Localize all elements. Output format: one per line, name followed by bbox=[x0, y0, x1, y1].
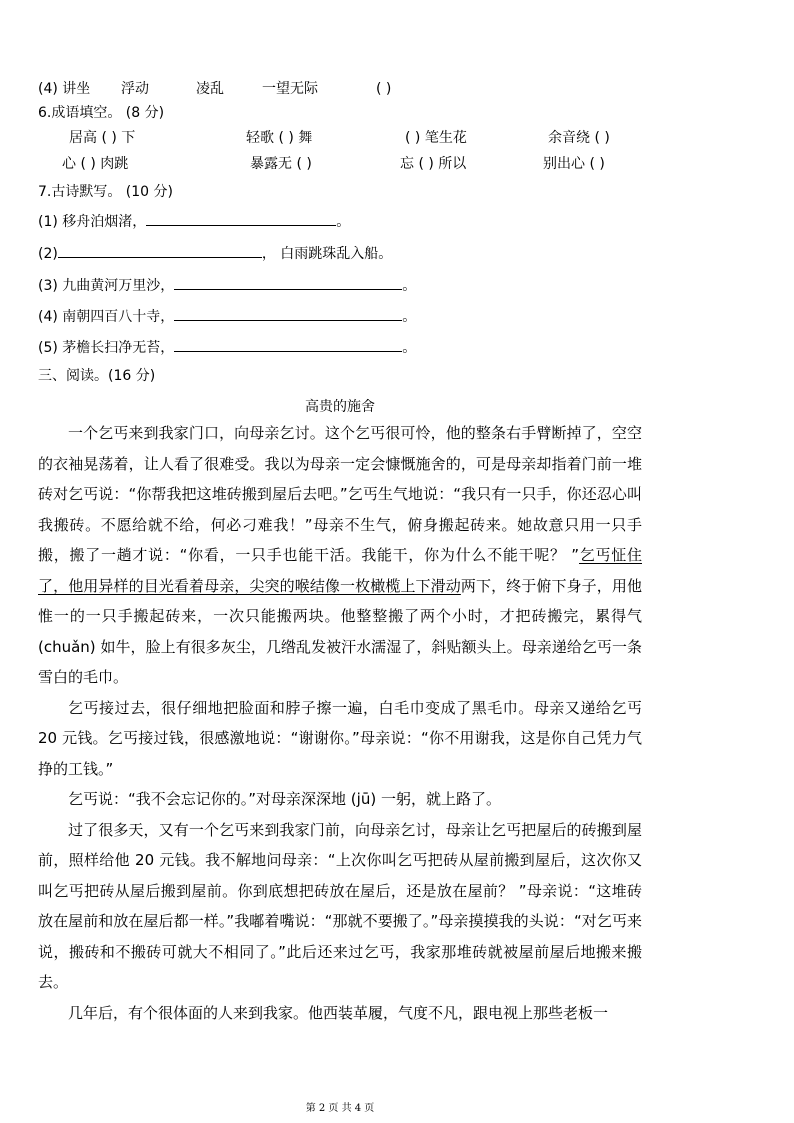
poem-blank-3[interactable] bbox=[174, 274, 402, 290]
paragraph-4: 过了很多天，又有一个乞丐来到我家门前，向母亲乞讨，母亲让乞丐把屋后的砖搬到屋前，照样给他 20 元钱。我不解地问母亲：“上次你叫乞丐把砖从屋前搬到屋后，这次你又叫乞丐把砖从屋后搬到屋前。你到底想把砖放在屋后，还是放在屋前？ ”母亲说：“这堆砖放在屋前和放在屋后都一样。”我嘟着嘴说：“那就不要搬了。”母亲摸摸我的头说：“对乞丐来说，搬砖和不搬砖可就大不相同了。”此后还来过乞丐，我家那堆砖就被屋前屋后地搬来搬去。 bbox=[38, 820, 642, 991]
paragraph-1-part-b: 两下，终于俯下身子，用他惟一的一只手搬起砖来，一次只能搬两块。他整整搬了两个小时，才把砖搬完，累得气 (chuǎn) 如牛，脸上有很多灰尘，几绺乱发被汗水濡湿了，斜贴额头上。母亲递给乞丐一条雪白的毛巾。 bbox=[38, 576, 642, 686]
q4-line bbox=[38, 79, 90, 99]
q4-word-1: 浮动 bbox=[121, 81, 149, 97]
idiom-1: 居高 ( ) 下 bbox=[69, 130, 136, 146]
poem-blank-2[interactable] bbox=[58, 242, 262, 258]
section7-heading: 7.古诗默写。 (10 分) bbox=[38, 184, 173, 200]
poem-line-5-suffix: 。 bbox=[402, 340, 417, 356]
paragraph-2: 乞丐接过去，很仔细地把脸面和脖子擦一遍，白毛巾变成了黑毛巾。母亲又递给乞丐 20 元钱。乞丐接过钱，很感激地说：“谢谢你。”母亲说：“你不用谢我，这是你自己凭力气挣的工钱。” bbox=[38, 698, 643, 778]
poem-line-2-prefix: (2) bbox=[38, 246, 58, 262]
poem-line-4-suffix: 。 bbox=[402, 309, 417, 325]
poem-blank-4[interactable] bbox=[174, 305, 402, 321]
section3-heading: 三、阅读。(16 分) bbox=[38, 368, 156, 384]
section6-heading: 6.成语填空。 (8 分) bbox=[38, 105, 165, 121]
q4-prefix: (4) 讲坐 bbox=[38, 81, 91, 97]
article-title: 高贵的施舍 bbox=[305, 399, 375, 415]
poem-line-3-suffix: 。 bbox=[402, 278, 417, 294]
poem-line-4-prefix: (4) 南朝四百八十寺， bbox=[38, 309, 175, 325]
idiom-6: 暴露无 ( ) bbox=[250, 156, 312, 172]
poem-line-1 bbox=[38, 210, 350, 232]
poem-blank-1[interactable] bbox=[146, 210, 336, 226]
article-body bbox=[38, 418, 642, 1028]
poem-line-2 bbox=[38, 242, 392, 264]
q4-word-3: 一望无际 bbox=[262, 81, 318, 97]
poem-blank-5[interactable] bbox=[174, 336, 402, 352]
idiom-3: ( ) 笔生花 bbox=[405, 130, 467, 146]
idiom-2: 轻歌 ( ) 舞 bbox=[246, 130, 313, 146]
paragraph-5: 几年后，有个很体面的人来到我家。他西装革履，气度不凡，跟电视上那些老板一 bbox=[68, 1003, 609, 1022]
poem-line-3 bbox=[38, 274, 416, 296]
idiom-7: 忘 ( ) 所以 bbox=[400, 156, 467, 172]
poem-line-5 bbox=[38, 336, 416, 358]
page-footer: 第 2 页 共 4 页 bbox=[305, 1103, 375, 1114]
paragraph-3: 乞丐说：“我不会忘记你的。”对母亲深深地 (jū) 一躬，就上路了。 bbox=[68, 790, 501, 808]
paragraph-1 bbox=[38, 418, 642, 693]
poem-line-4 bbox=[38, 305, 416, 327]
q4-answer-paren: ( ) bbox=[376, 81, 392, 97]
poem-line-1-suffix: 。 bbox=[336, 214, 351, 230]
idiom-4: 余音绕 ( ) bbox=[548, 130, 610, 146]
poem-line-3-prefix: (3) 九曲黄河万里沙， bbox=[38, 278, 175, 294]
idiom-8: 别出心 ( ) bbox=[543, 156, 605, 172]
q4-word-2: 凌乱 bbox=[196, 81, 224, 97]
poem-line-5-prefix: (5) 茅檐长扫净无苔， bbox=[38, 340, 175, 356]
paragraph-1-part-a: 一个乞丐来到我家门口，向母亲乞讨。这个乞丐很可怜，他的整条右手臂断掉了，空空的衣袖晃荡着，让人看了很难受。我以为母亲一定会慷慨施舍的，可是母亲却指着门前一堆砖对乞丐说：“你帮我把这堆砖搬到屋后去吧。”乞丐生气地说：“我只有一只手，你还忍心叫我搬砖。不愿给就不给，何必刁难我！”母亲不生气，俯身搬起砖来。她故意只用一只手搬，搬了一趟才说：“你看，一只手也能干活。我能干，你为什么不能干呢？ ” bbox=[38, 424, 642, 564]
idiom-5: 心 ( ) 肉跳 bbox=[62, 156, 129, 172]
poem-line-1-prefix: (1) 移舟泊烟渚， bbox=[38, 214, 147, 230]
poem-line-2-suffix: ， 白雨跳珠乱入船。 bbox=[261, 246, 393, 262]
underlined-sentence: 乞丐怔住了，他用异样的目光看着母亲，尖突的喉结像一枚橄榄上下滑动 bbox=[38, 546, 642, 595]
